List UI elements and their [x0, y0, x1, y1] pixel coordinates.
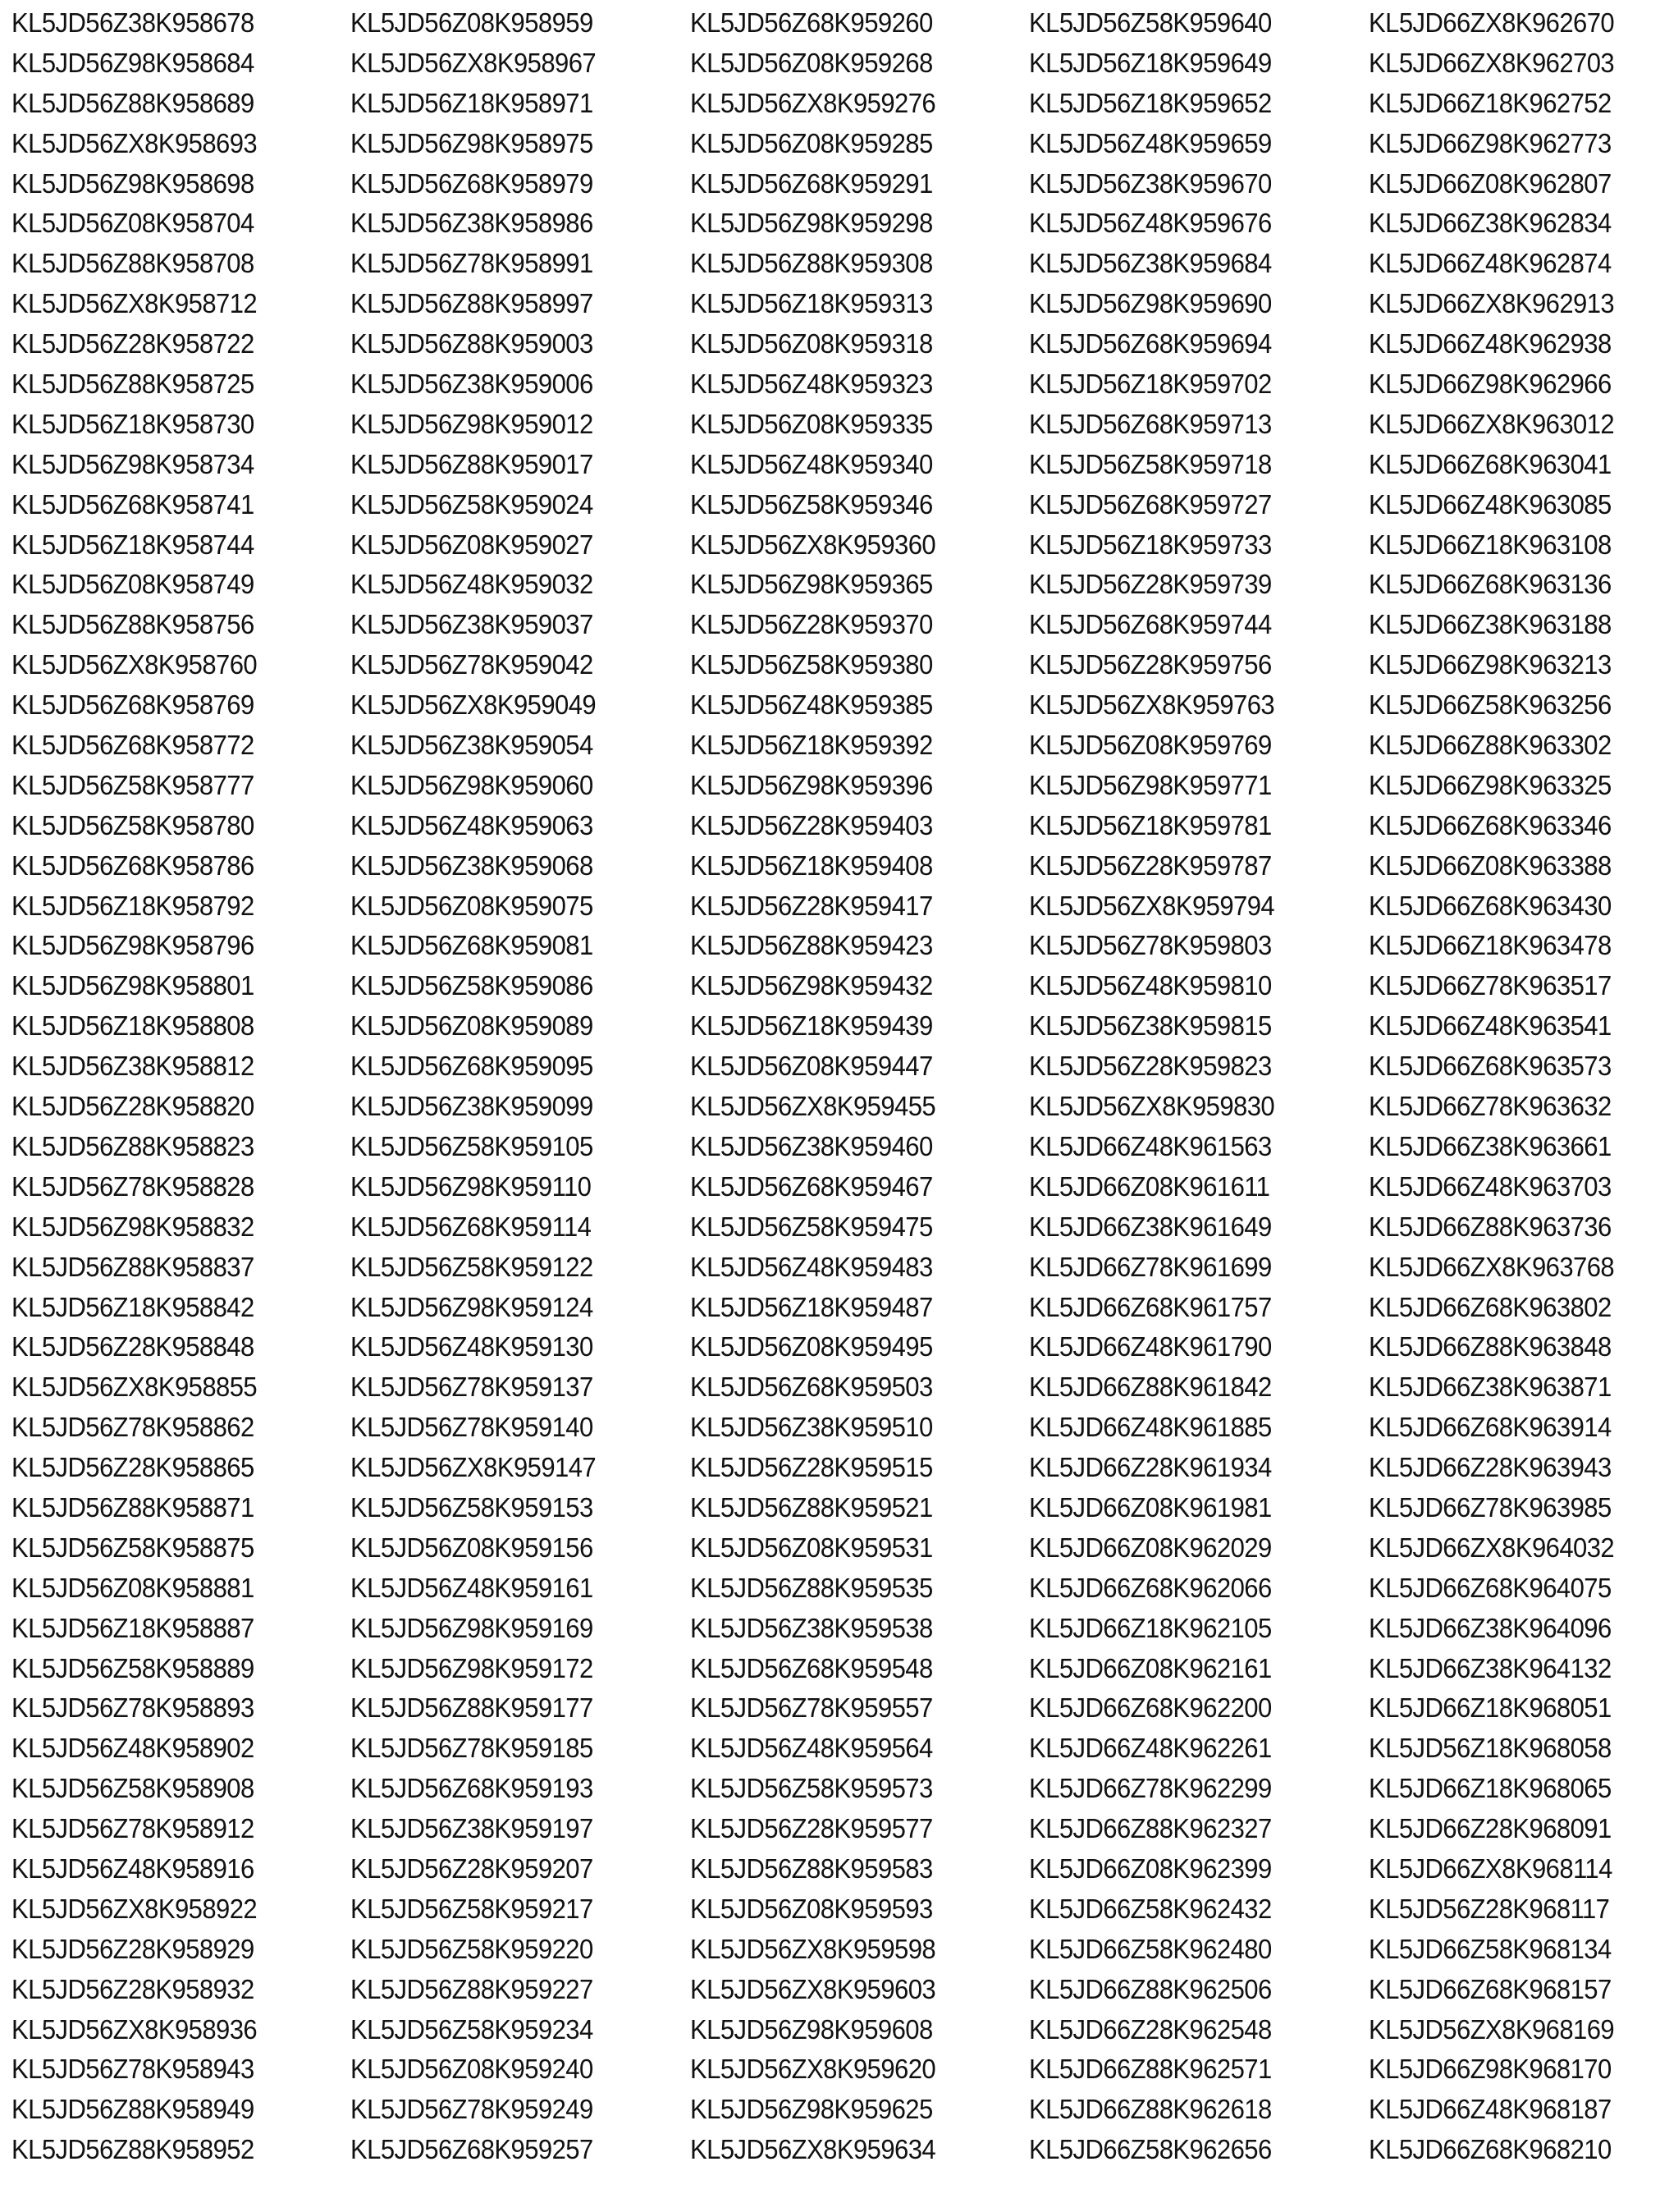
vin-entry: KL5JD66Z58K962656	[1029, 2134, 1272, 2165]
vin-entry: KL5JD66Z18K963478	[1369, 930, 1612, 961]
vin-entry: KL5JD56Z38K959037	[350, 609, 593, 640]
vin-entry: KL5JD66Z18K963108	[1369, 529, 1612, 560]
vin-entry: KL5JD66Z88K962506	[1029, 1973, 1272, 2004]
vin-entry: KL5JD66Z68K968157	[1369, 1973, 1612, 2004]
vin-entry: KL5JD56ZX8K959360	[690, 529, 936, 560]
vin-entry: KL5JD56Z18K959408	[690, 850, 933, 881]
vin-entry: KL5JD66Z08K963388	[1369, 850, 1612, 881]
vin-column-3	[690, 3, 1018, 2170]
vin-entry: KL5JD56Z08K959335	[690, 408, 933, 439]
vin-entry: KL5JD56Z98K958684	[11, 47, 254, 78]
vin-entry: KL5JD66Z78K963632	[1369, 1091, 1612, 1122]
vin-entry: KL5JD56Z28K959207	[350, 1852, 593, 1884]
vin-entry: KL5JD66Z58K968134	[1369, 1933, 1612, 1964]
vin-entry: KL5JD56Z98K959124	[350, 1291, 593, 1322]
vin-entry: KL5JD56Z98K959012	[350, 408, 593, 439]
vin-entry: KL5JD56Z28K959403	[690, 809, 933, 840]
vin-entry: KL5JD56Z78K959557	[690, 1692, 933, 1724]
vin-entry: KL5JD56ZX8K959276	[690, 87, 936, 118]
vin-entry: KL5JD56Z28K959515	[690, 1452, 933, 1483]
vin-entry: KL5JD66Z68K964075	[1369, 1572, 1612, 1603]
vin-entry: KL5JD56Z98K959060	[350, 769, 593, 800]
vin-entry: KL5JD66Z08K961611	[1029, 1170, 1270, 1202]
vin-entry: KL5JD56Z58K959122	[350, 1251, 593, 1282]
vin-entry: KL5JD56Z38K959197	[350, 1813, 593, 1844]
vin-entry: KL5JD56Z48K959483	[690, 1251, 933, 1282]
vin-entry: KL5JD56Z88K959017	[350, 448, 593, 479]
vin-entry: KL5JD56Z08K959447	[690, 1051, 933, 1082]
vin-entry: KL5JD56Z98K958832	[11, 1211, 254, 1242]
vin-entry: KL5JD56Z08K959318	[690, 328, 933, 360]
vin-entry: KL5JD66Z68K963041	[1369, 448, 1612, 479]
vin-entry: KL5JD56Z58K959153	[350, 1491, 593, 1523]
vin-entry: KL5JD66Z38K962834	[1369, 208, 1612, 239]
vin-entry: KL5JD56Z48K959063	[350, 809, 593, 840]
vin-entry: KL5JD56Z58K958780	[11, 809, 254, 840]
vin-entry: KL5JD56ZX8K958760	[11, 649, 258, 680]
vin-entry: KL5JD66Z48K962874	[1369, 248, 1612, 279]
vin-entry: KL5JD66Z88K963848	[1369, 1331, 1612, 1362]
vin-entry: KL5JD56Z08K959156	[350, 1532, 593, 1563]
vin-entry: KL5JD56Z08K959075	[350, 890, 593, 921]
vin-entry: KL5JD66Z18K968065	[1369, 1773, 1612, 1804]
vin-entry: KL5JD56Z68K959291	[690, 167, 933, 199]
vin-entry: KL5JD56Z18K968058	[1369, 1733, 1612, 1764]
vin-entry: KL5JD56Z18K958808	[11, 1010, 254, 1042]
vin-entry: KL5JD56Z48K959676	[1029, 208, 1272, 239]
vin-entry: KL5JD56Z38K959670	[1029, 167, 1272, 199]
vin-entry: KL5JD56Z18K959392	[690, 730, 933, 761]
vin-entry: KL5JD56Z58K959220	[350, 1933, 593, 1964]
vin-entry: KL5JD66Z88K962571	[1029, 2054, 1272, 2085]
vin-entry: KL5JD66Z98K963325	[1369, 769, 1612, 800]
vin-entry: KL5JD66Z18K962752	[1369, 87, 1612, 118]
vin-entry: KL5JD66Z98K962773	[1369, 127, 1612, 158]
vin-entry: KL5JD56Z58K959105	[350, 1130, 593, 1161]
vin-entry: KL5JD56Z38K959054	[350, 730, 593, 761]
vin-entry: KL5JD56Z28K959739	[1029, 569, 1272, 600]
vin-entry: KL5JD56Z18K959649	[1029, 47, 1272, 78]
vin-entry: KL5JD66ZX8K963768	[1369, 1251, 1615, 1282]
vin-entry: KL5JD56Z28K959370	[690, 609, 933, 640]
vin-entry: KL5JD66ZX8K964032	[1369, 1532, 1615, 1563]
vin-entry: KL5JD56Z48K959340	[690, 448, 933, 479]
vin-entry: KL5JD56Z18K958842	[11, 1291, 254, 1322]
vin-entry: KL5JD56Z68K959114	[350, 1211, 592, 1242]
vin-entry: KL5JD56Z98K959771	[1029, 769, 1272, 800]
vin-entry: KL5JD66ZX8K968114	[1369, 1852, 1612, 1884]
vin-entry: KL5JD56Z78K959249	[350, 2094, 593, 2125]
vin-entry: KL5JD56Z08K959593	[690, 1893, 933, 1924]
vin-entry: KL5JD56Z88K958823	[11, 1130, 254, 1161]
vin-entry: KL5JD66Z38K963871	[1369, 1372, 1612, 1403]
vin-entry: KL5JD56Z38K959510	[690, 1412, 933, 1443]
vin-entry: KL5JD66Z38K964132	[1369, 1652, 1612, 1683]
vin-entry: KL5JD66ZX8K962670	[1369, 7, 1615, 38]
vin-entry: KL5JD56Z58K959346	[690, 488, 933, 520]
vin-entry: KL5JD56Z28K959756	[1029, 649, 1272, 680]
vin-entry: KL5JD56Z58K959024	[350, 488, 593, 520]
vin-entry: KL5JD56Z98K958796	[11, 930, 254, 961]
vin-entry: KL5JD56ZX8K958967	[350, 47, 597, 78]
vin-entry: KL5JD56Z38K959538	[690, 1612, 933, 1643]
vin-entry: KL5JD56Z08K959027	[350, 529, 593, 560]
vin-entry: KL5JD56ZX8K959455	[690, 1091, 936, 1122]
vin-entry: KL5JD56Z88K958871	[11, 1491, 254, 1523]
vin-entry: KL5JD66Z38K963188	[1369, 609, 1612, 640]
vin-entry: KL5JD56Z98K959172	[350, 1652, 593, 1683]
vin-entry: KL5JD66Z18K962105	[1029, 1612, 1272, 1643]
vin-entry: KL5JD56Z08K959240	[350, 2054, 593, 2085]
vin-entry: KL5JD56Z68K958741	[11, 488, 254, 520]
vin-entry: KL5JD56Z48K959032	[350, 569, 593, 600]
vin-entry: KL5JD56Z08K958959	[350, 7, 593, 38]
vin-entry: KL5JD56Z78K959803	[1029, 930, 1272, 961]
vin-entry: KL5JD56Z98K958975	[350, 127, 593, 158]
vin-entry: KL5JD56Z18K959313	[690, 288, 933, 319]
vin-entry: KL5JD56Z88K958689	[11, 87, 254, 118]
vin-entry: KL5JD66Z98K962966	[1369, 369, 1612, 400]
vin-entry: KL5JD56Z78K958912	[11, 1813, 254, 1844]
vin-entry: KL5JD56Z88K958949	[11, 2094, 254, 2125]
vin-entry: KL5JD56ZX8K958693	[11, 127, 258, 158]
vin-entry: KL5JD56Z58K958908	[11, 1773, 254, 1804]
vin-entry: KL5JD56Z48K959810	[1029, 970, 1272, 1001]
vin-entry: KL5JD66ZX8K962913	[1369, 288, 1615, 319]
vin-entry: KL5JD66Z68K963346	[1369, 809, 1612, 840]
vin-entry: KL5JD56Z68K959503	[690, 1372, 933, 1403]
vin-entry: KL5JD66Z48K962938	[1369, 328, 1612, 360]
vin-entry: KL5JD56Z18K959733	[1029, 529, 1272, 560]
vin-entry: KL5JD56Z08K959531	[690, 1532, 933, 1563]
vin-entry: KL5JD56ZX8K959603	[690, 1973, 936, 2004]
vin-entry: KL5JD56Z68K959257	[350, 2134, 593, 2165]
vin-entry: KL5JD56Z48K959161	[350, 1572, 593, 1603]
vin-entry: KL5JD56Z18K958730	[11, 408, 254, 439]
vin-entry: KL5JD56Z68K959694	[1029, 328, 1272, 360]
vin-entry: KL5JD66Z68K963573	[1369, 1051, 1612, 1082]
vin-entry: KL5JD56Z48K959564	[690, 1733, 933, 1764]
vin-entry: KL5JD56Z18K958887	[11, 1612, 254, 1643]
vin-entry: KL5JD66Z28K968091	[1369, 1813, 1612, 1844]
vin-entry: KL5JD66Z48K963541	[1369, 1010, 1612, 1042]
vin-entry: KL5JD66Z68K962200	[1029, 1692, 1272, 1724]
vin-entry: KL5JD56Z88K958756	[11, 609, 254, 640]
vin-entry: KL5JD56Z68K959744	[1029, 609, 1272, 640]
vin-entry: KL5JD66Z58K962432	[1029, 1893, 1272, 1924]
vin-entry: KL5JD56Z28K959823	[1029, 1051, 1272, 1082]
vin-entry: KL5JD56Z88K958997	[350, 288, 593, 319]
vin-entry: KL5JD56Z68K959193	[350, 1773, 593, 1804]
vin-entry: KL5JD56Z58K959718	[1029, 448, 1272, 479]
vin-entry: KL5JD66Z48K961563	[1029, 1130, 1272, 1161]
vin-entry: KL5JD56Z78K958828	[11, 1170, 254, 1202]
vin-entry: KL5JD66ZX8K963012	[1369, 408, 1615, 439]
vin-entry: KL5JD56Z38K959006	[350, 369, 593, 400]
vin-entry: KL5JD56Z08K959769	[1029, 730, 1272, 761]
vin-entry: KL5JD56Z08K958881	[11, 1572, 254, 1603]
vin-entry: KL5JD56Z18K959487	[690, 1291, 933, 1322]
vin-column-4	[1029, 3, 1357, 2170]
vin-entry: KL5JD56Z28K958929	[11, 1933, 254, 1964]
vin-entry: KL5JD56Z08K958704	[11, 208, 254, 239]
vin-entry: KL5JD66Z08K962807	[1369, 167, 1612, 199]
vin-entry: KL5JD56Z58K959640	[1029, 7, 1272, 38]
vin-entry: KL5JD56Z88K959521	[690, 1491, 933, 1523]
vin-entry: KL5JD56Z28K958932	[11, 1973, 254, 2004]
vin-entry: KL5JD56Z38K958986	[350, 208, 593, 239]
vin-entry: KL5JD56Z18K959652	[1029, 87, 1272, 118]
vin-entry: KL5JD66Z88K961842	[1029, 1372, 1272, 1403]
vin-entry: KL5JD56Z28K958865	[11, 1452, 254, 1483]
vin-entry: KL5JD56Z98K959298	[690, 208, 933, 239]
vin-entry: KL5JD56Z38K958812	[11, 1051, 254, 1082]
vin-entry: KL5JD66Z58K963256	[1369, 689, 1612, 721]
vin-entry: KL5JD56Z18K959702	[1029, 369, 1272, 400]
vin-entry: KL5JD56Z58K959086	[350, 970, 593, 1001]
vin-entry: KL5JD56Z88K959177	[350, 1692, 593, 1724]
vin-entry: KL5JD66Z48K961885	[1029, 1412, 1272, 1443]
vin-entry: KL5JD66Z48K963085	[1369, 488, 1612, 520]
vin-entry: KL5JD56Z78K959185	[350, 1733, 593, 1764]
vin-entry: KL5JD56Z88K959227	[350, 1973, 593, 2004]
vin-entry: KL5JD56Z08K959268	[690, 47, 933, 78]
vin-entry: KL5JD56Z68K959081	[350, 930, 593, 961]
vin-entry: KL5JD66Z08K962399	[1029, 1852, 1272, 1884]
vin-entry: KL5JD56Z98K959169	[350, 1612, 593, 1643]
vin-entry: KL5JD56Z08K958749	[11, 569, 254, 600]
vin-entry: KL5JD56Z48K959323	[690, 369, 933, 400]
vin-entry: KL5JD56Z48K958902	[11, 1733, 254, 1764]
vin-entry: KL5JD66Z68K963914	[1369, 1412, 1612, 1443]
vin-entry: KL5JD66Z08K961981	[1029, 1491, 1272, 1523]
vin-entry: KL5JD56Z18K959781	[1029, 809, 1272, 840]
vin-entry: KL5JD56Z88K959003	[350, 328, 593, 360]
vin-entry: KL5JD56Z38K959099	[350, 1091, 593, 1122]
vin-entry: KL5JD56Z68K959548	[690, 1652, 933, 1683]
vin-entry: KL5JD56Z78K959137	[350, 1372, 593, 1403]
vin-entry: KL5JD56ZX8K958855	[11, 1372, 258, 1403]
vin-entry: KL5JD56Z88K959583	[690, 1852, 933, 1884]
vin-entry: KL5JD56Z48K959385	[690, 689, 933, 721]
vin-entry: KL5JD56Z98K959690	[1029, 288, 1272, 319]
vin-entry: KL5JD56Z98K958734	[11, 448, 254, 479]
vin-entry: KL5JD66Z18K968051	[1369, 1692, 1612, 1724]
vin-entry: KL5JD56Z28K968117	[1369, 1893, 1610, 1924]
vin-entry: KL5JD56Z38K958678	[11, 7, 254, 38]
vin-entry: KL5JD66Z48K962261	[1029, 1733, 1272, 1764]
vin-entry: KL5JD56Z18K958744	[11, 529, 254, 560]
vin-entry: KL5JD66Z28K963943	[1369, 1452, 1612, 1483]
vin-entry: KL5JD56Z58K958777	[11, 769, 254, 800]
vin-entry: KL5JD56ZX8K959830	[1029, 1091, 1275, 1122]
vin-entry: KL5JD56Z78K959140	[350, 1412, 593, 1443]
vin-entry: KL5JD56Z38K959684	[1029, 248, 1272, 279]
vin-entry: KL5JD66Z78K961699	[1029, 1251, 1272, 1282]
vin-entry: KL5JD66Z78K963985	[1369, 1491, 1612, 1523]
vin-entry: KL5JD56Z68K959727	[1029, 488, 1272, 520]
vin-entry: KL5JD56Z78K958991	[350, 248, 593, 279]
vin-entry: KL5JD66Z98K968170	[1369, 2054, 1612, 2085]
vin-entry: KL5JD56ZX8K959634	[690, 2134, 936, 2165]
vin-column-5	[1369, 3, 1660, 2170]
vin-entry: KL5JD66Z78K963517	[1369, 970, 1612, 1001]
vin-entry: KL5JD56ZX8K968169	[1369, 2013, 1615, 2045]
vin-entry: KL5JD56Z08K959089	[350, 1010, 593, 1042]
vin-entry: KL5JD66Z68K963430	[1369, 890, 1612, 921]
vin-column-2	[350, 3, 679, 2170]
vin-entry: KL5JD56Z68K958979	[350, 167, 593, 199]
vin-entry: KL5JD56Z98K959432	[690, 970, 933, 1001]
vin-entry: KL5JD66Z68K963802	[1369, 1291, 1612, 1322]
vin-entry: KL5JD56Z28K959417	[690, 890, 933, 921]
vin-entry: KL5JD56ZX8K958922	[11, 1893, 258, 1924]
vin-entry: KL5JD66Z08K962161	[1029, 1652, 1272, 1683]
vin-entry: KL5JD56Z38K959815	[1029, 1010, 1272, 1042]
vin-entry: KL5JD56Z68K959260	[690, 7, 933, 38]
vin-entry: KL5JD56Z98K959396	[690, 769, 933, 800]
vin-entry: KL5JD56Z28K959787	[1029, 850, 1272, 881]
vin-entry: KL5JD56ZX8K959794	[1029, 890, 1275, 921]
vin-entry: KL5JD56ZX8K958936	[11, 2013, 258, 2045]
vin-entry: KL5JD56ZX8K959049	[350, 689, 597, 721]
vin-entry: KL5JD66Z48K961790	[1029, 1331, 1272, 1362]
vin-entry: KL5JD56Z78K959042	[350, 649, 593, 680]
vin-entry: KL5JD56Z08K959285	[690, 127, 933, 158]
vin-entry: KL5JD56Z68K958772	[11, 730, 254, 761]
vin-entry: KL5JD66Z88K963736	[1369, 1211, 1612, 1242]
vin-entry: KL5JD66Z48K968187	[1369, 2094, 1612, 2125]
vin-entry: KL5JD56Z88K959423	[690, 930, 933, 961]
vin-entry: KL5JD56Z68K959095	[350, 1051, 593, 1082]
vin-entry: KL5JD56Z58K959234	[350, 2013, 593, 2045]
vin-entry: KL5JD66Z68K961757	[1029, 1291, 1272, 1322]
vin-entry: KL5JD56Z88K958708	[11, 248, 254, 279]
vin-entry: KL5JD56Z38K959068	[350, 850, 593, 881]
vin-entry: KL5JD56Z28K958848	[11, 1331, 254, 1362]
vin-entry: KL5JD56Z88K959535	[690, 1572, 933, 1603]
vin-entry: KL5JD56Z58K959573	[690, 1773, 933, 1804]
vin-entry: KL5JD56Z88K959308	[690, 248, 933, 279]
vin-entry: KL5JD66Z68K968210	[1369, 2134, 1612, 2165]
vin-entry: KL5JD66Z88K962618	[1029, 2094, 1272, 2125]
vin-entry: KL5JD56Z58K959217	[350, 1893, 593, 1924]
vin-entry: KL5JD66Z98K963213	[1369, 649, 1612, 680]
vin-entry: KL5JD66Z68K962066	[1029, 1572, 1272, 1603]
vin-entry: KL5JD66Z38K964096	[1369, 1612, 1612, 1643]
vin-entry: KL5JD56Z78K958943	[11, 2054, 254, 2085]
vin-entry: KL5JD56ZX8K959763	[1029, 689, 1275, 721]
vin-entry: KL5JD56Z88K958725	[11, 369, 254, 400]
vin-entry: KL5JD56Z58K958875	[11, 1532, 254, 1563]
vin-entry: KL5JD56ZX8K958712	[11, 288, 258, 319]
vin-entry: KL5JD66Z78K962299	[1029, 1773, 1272, 1804]
vin-entry: KL5JD56Z98K958801	[11, 970, 254, 1001]
vin-entry: KL5JD56Z28K959577	[690, 1813, 933, 1844]
vin-column-1	[11, 3, 340, 2170]
vin-entry: KL5JD56Z58K959380	[690, 649, 933, 680]
vin-entry: KL5JD56Z28K958722	[11, 328, 254, 360]
vin-entry: KL5JD56Z98K959625	[690, 2094, 933, 2125]
vin-entry: KL5JD56Z68K959467	[690, 1170, 933, 1202]
vin-entry: KL5JD56Z08K959495	[690, 1331, 933, 1362]
vin-entry: KL5JD66Z58K962480	[1029, 1933, 1272, 1964]
vin-entry: KL5JD66Z28K961934	[1029, 1452, 1272, 1483]
vin-entry: KL5JD66Z68K963136	[1369, 569, 1612, 600]
vin-entry: KL5JD56Z18K958792	[11, 890, 254, 921]
vin-entry: KL5JD66Z28K962548	[1029, 2013, 1272, 2045]
vin-entry: KL5JD66Z88K962327	[1029, 1813, 1272, 1844]
vin-entry: KL5JD56Z48K959659	[1029, 127, 1272, 158]
vin-entry: KL5JD56ZX8K959147	[350, 1452, 597, 1483]
vin-entry: KL5JD56Z68K958769	[11, 689, 254, 721]
vin-entry: KL5JD56Z28K958820	[11, 1091, 254, 1122]
vin-entry: KL5JD56Z78K958893	[11, 1692, 254, 1724]
vin-entry: KL5JD66Z08K962029	[1029, 1532, 1272, 1563]
vin-entry: KL5JD56Z88K958952	[11, 2134, 254, 2165]
vin-entry: KL5JD56Z18K958971	[350, 87, 593, 118]
vin-entry: KL5JD56Z38K959460	[690, 1130, 933, 1161]
vin-entry: KL5JD66Z48K963703	[1369, 1170, 1612, 1202]
vin-entry: KL5JD56Z58K958889	[11, 1652, 254, 1683]
vin-entry: KL5JD56Z78K958862	[11, 1412, 254, 1443]
vin-entry: KL5JD66Z88K963302	[1369, 730, 1612, 761]
vin-entry: KL5JD56Z88K958837	[11, 1251, 254, 1282]
vin-entry: KL5JD56Z68K958786	[11, 850, 254, 881]
vin-entry: KL5JD56Z68K959713	[1029, 408, 1272, 439]
vin-entry: KL5JD56Z98K959110	[350, 1170, 592, 1202]
vin-entry: KL5JD66Z38K961649	[1029, 1211, 1272, 1242]
vin-entry: KL5JD56Z98K959365	[690, 569, 933, 600]
vin-entry: KL5JD56Z58K959475	[690, 1211, 933, 1242]
vin-entry: KL5JD66ZX8K962703	[1369, 47, 1615, 78]
vin-entry: KL5JD56ZX8K959620	[690, 2054, 936, 2085]
vin-entry: KL5JD56ZX8K959598	[690, 1933, 936, 1964]
vin-entry: KL5JD56Z98K959608	[690, 2013, 933, 2045]
vin-entry: KL5JD56Z48K959130	[350, 1331, 593, 1362]
vin-entry: KL5JD66Z38K963661	[1369, 1130, 1612, 1161]
vin-entry: KL5JD56Z98K958698	[11, 167, 254, 199]
vin-entry: KL5JD56Z48K958916	[11, 1852, 254, 1884]
vin-entry: KL5JD56Z18K959439	[690, 1010, 933, 1042]
